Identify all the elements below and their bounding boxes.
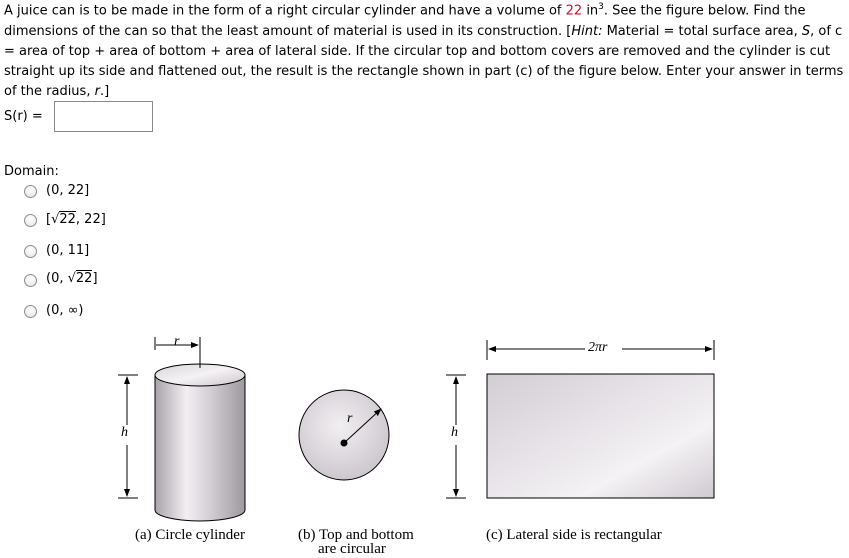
hint-label: Hint: [571,23,603,39]
caption-c: (c) Lateral side is rectangular [486,527,662,543]
lateral-rectangle [487,374,714,498]
option-radicand: 22 [59,212,76,227]
caption-b-line-1: (b) Top and bottom [298,527,414,543]
volume-value: 22 [565,3,583,19]
domain-title: Domain: [4,164,59,179]
problem-text: . See the figure below. Find the [603,3,806,19]
domain-option-1[interactable]: (0, 22] [46,183,90,198]
volume-exponent: 3 [598,2,604,12]
caption-a: (a) Circle cylinder [135,527,245,543]
option-text: [ [46,212,52,227]
domain-option-3[interactable]: (0, 11] [46,243,90,258]
problem-text: , of c [810,23,843,39]
problem-line-4: straight up its side and flattened out, the result is the rectangle shown in part (c) of the figure below. Enter your answer in terms [4,63,844,79]
answer-label: S(r) = [4,109,43,124]
problem-text: .] [99,84,110,100]
problem-text: dimensions of the can so that the least amount of material is used in its construction. [ [4,23,572,39]
variable-s: S [801,23,811,39]
circumference-label: 2πr [588,340,608,355]
option-radicand: 22 [75,271,93,286]
cylinder-shape [155,364,245,521]
problem-text: Material = total surface area, [602,23,802,39]
radius-label-circle: r [347,411,353,426]
domain-option-5[interactable]: (0, ∞) [46,303,84,318]
problem-line-3: = area of top + area of bottom + area of lateral side. If the circular top and bottom covers are removed and the cylinder is cut [4,43,831,59]
option-text: , 22] [75,212,106,227]
sqrt-symbol: √22 [51,212,76,227]
option-text: (0, [46,271,68,286]
variable-r: r [94,84,100,100]
option-text: ] [92,271,98,286]
sqrt-symbol: √22 [67,271,93,286]
height-label-rectangle: h [451,425,458,440]
problem-text: A juice can is to be made in the form of a right circular cylinder and have a volume of [4,3,566,19]
volume-unit: in [582,3,599,19]
top-bottom-circle [299,390,389,480]
problem-text: of the radius, [4,84,95,100]
radius-label-cylinder: r [174,334,180,349]
height-label-cylinder: h [121,425,128,440]
caption-b-line-2: are circular [318,541,386,557]
